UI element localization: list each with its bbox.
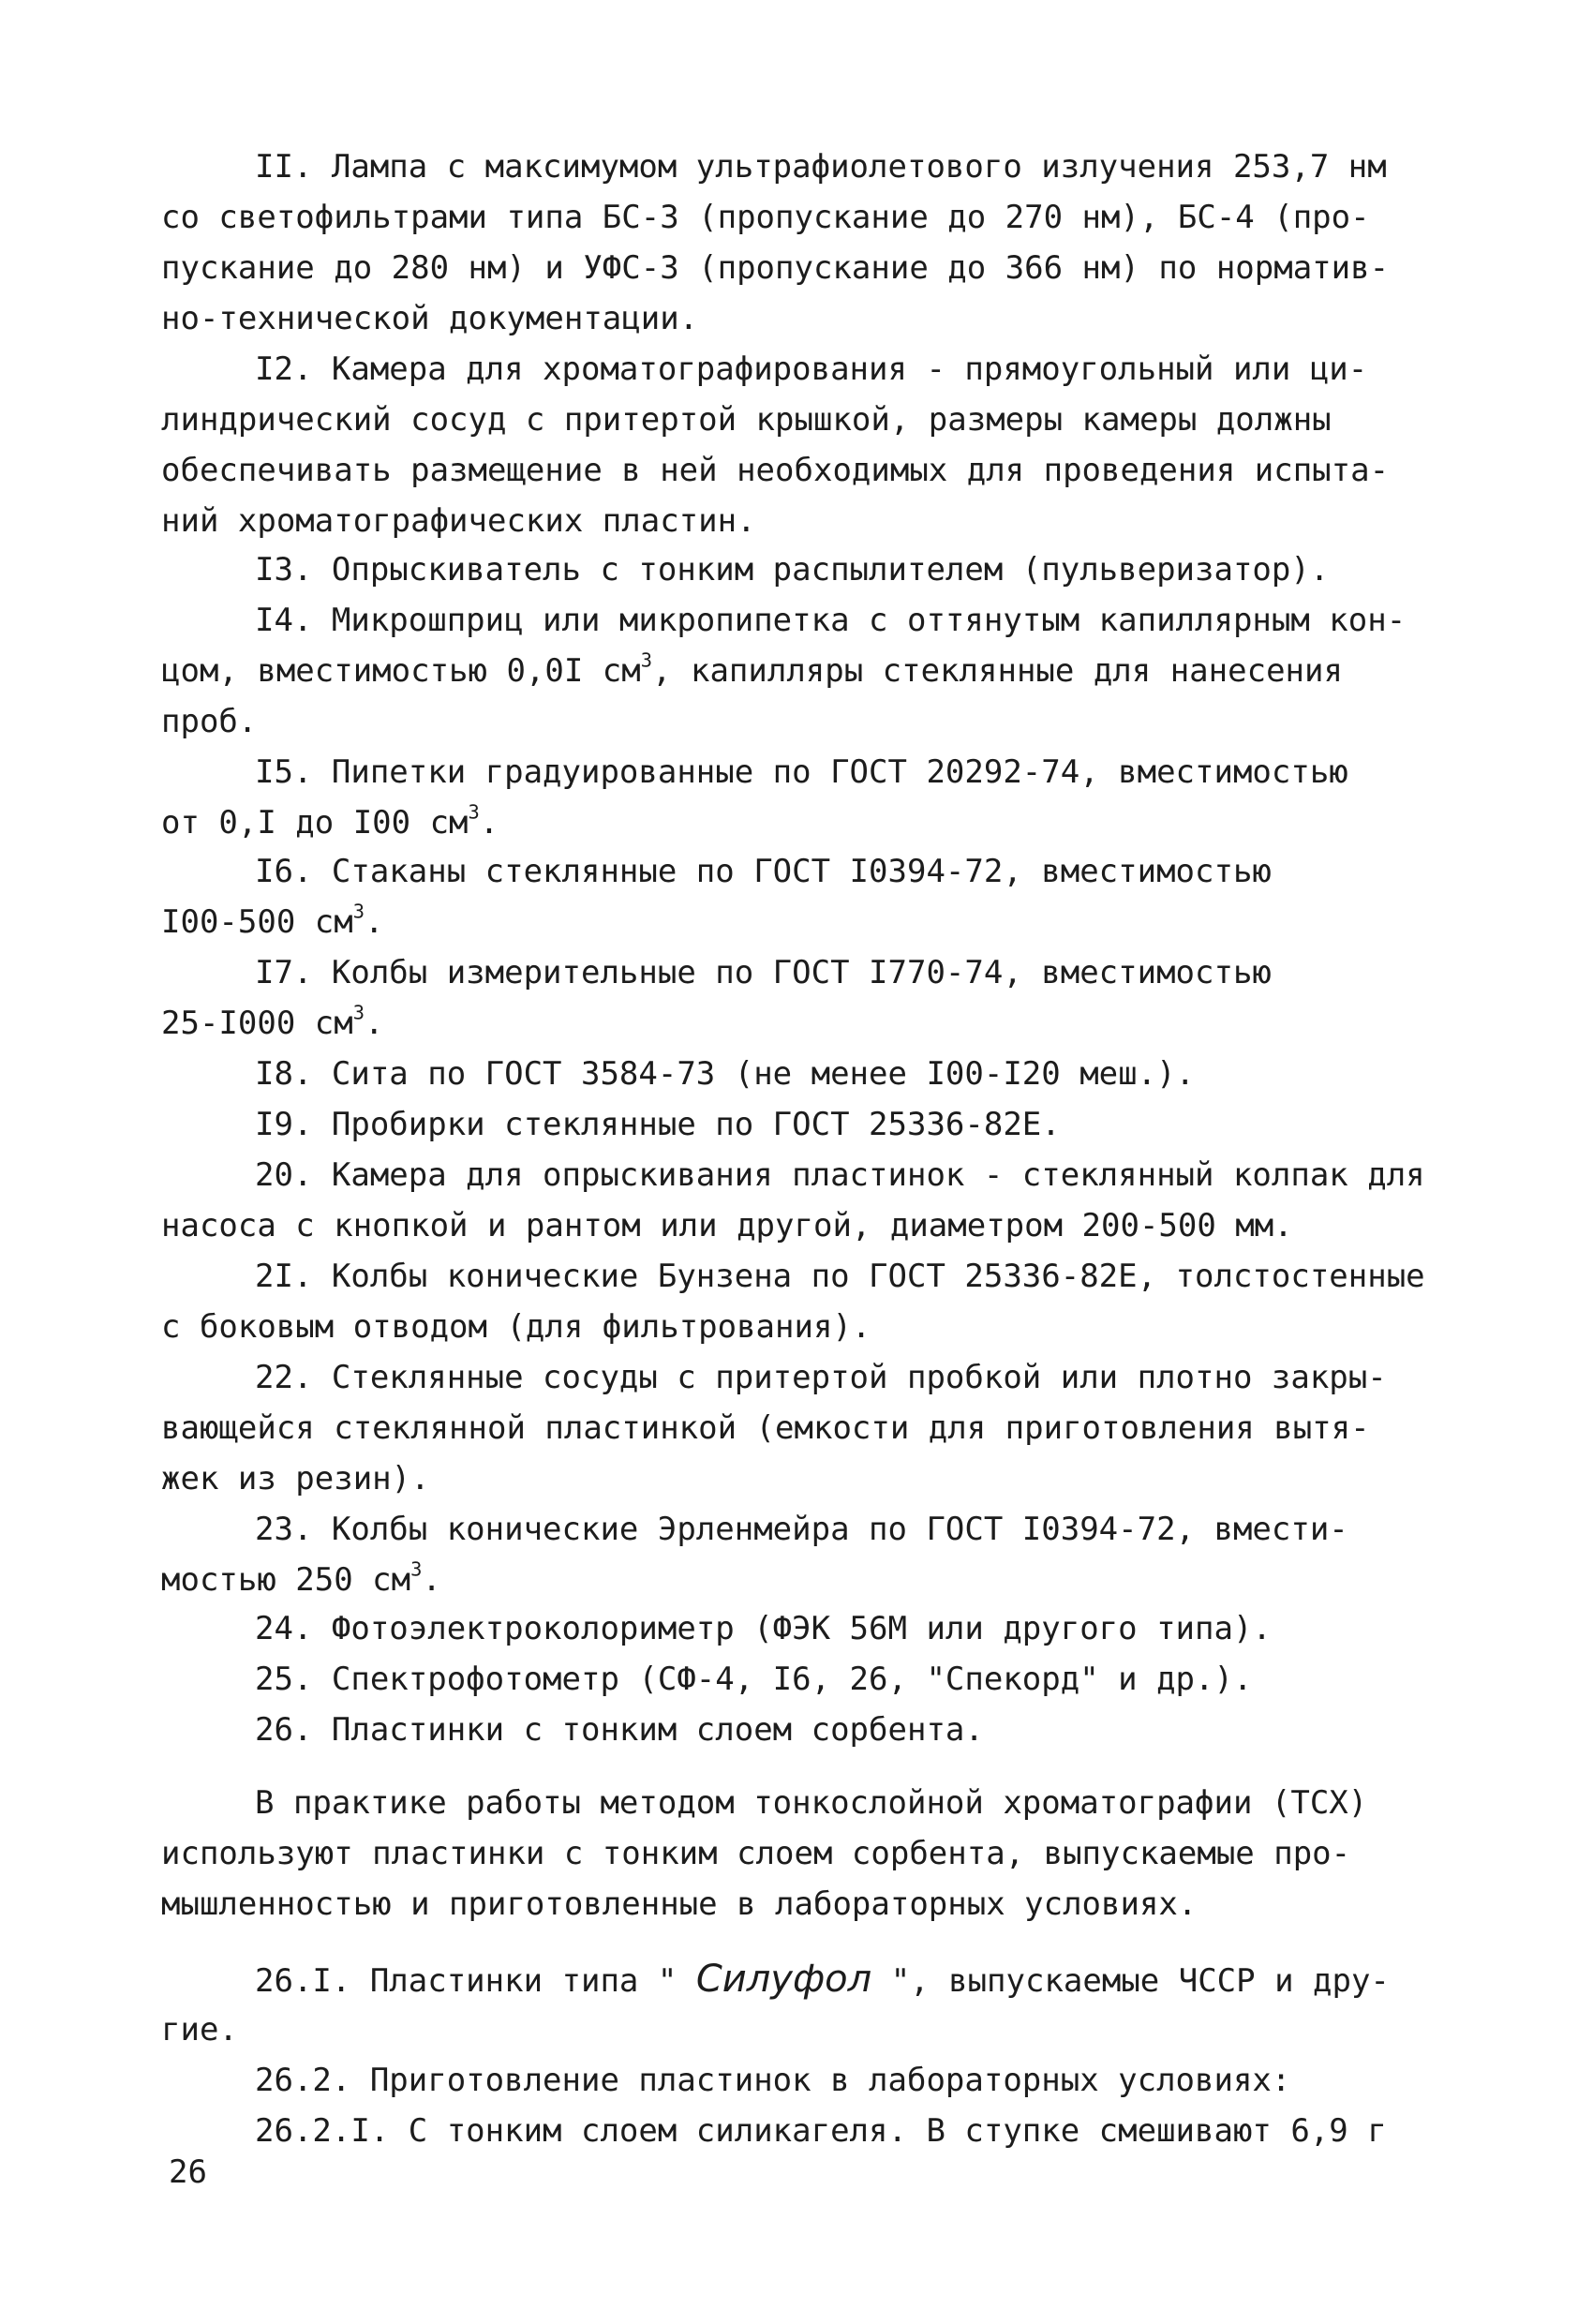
item-12-line-1: I2. Камера для хроматографирования - прямоугольный или ци-: [255, 350, 1368, 388]
item-21-line-2: с боковым отводом (для фильтрования).: [161, 1308, 871, 1346]
paragraph-line-2: используют пластинки с тонким слоем сорбента, выпускаемые про-: [161, 1835, 1351, 1872]
item-23-line-2-text-end: .: [422, 1561, 441, 1599]
item-11-line-1: II. Лампа с максимумом ультрафиолетового излучения 253,7 нм: [255, 148, 1387, 186]
superscript-3: 3: [352, 900, 365, 923]
item-20-line-1: 20. Камера для опрыскивания пластинок - стеклянный колпак для: [255, 1156, 1425, 1194]
item-11-line-3: пускание до 280 нм) и УФС-3 (пропускание до 366 нм) по норматив-: [161, 249, 1390, 287]
item-12-line-4: ний хроматографических пластин.: [161, 502, 756, 540]
item-14-line-1: I4. Микрошприц или микропипетка с оттянутым капиллярным кон-: [255, 602, 1407, 639]
item-14-line-2-text: цом, вместимостью 0,0I см: [161, 652, 641, 690]
item-11-line-2: со светофильтрами типа БС-3 (пропускание до 270 нм), БС-4 (про-: [161, 199, 1370, 236]
superscript-3: 3: [640, 648, 653, 672]
paragraph-line-3: мышленностью и приготовленные в лабораторных условиях.: [161, 1885, 1198, 1923]
item-15-line-1: I5. Пипетки градуированные по ГОСТ 20292-74, вместимостью: [255, 753, 1348, 791]
item-26-1-text: 26.I. Пластинки типа ": [255, 1962, 696, 2000]
item-16-line-2-text-end: .: [364, 903, 384, 941]
item-15-line-2: [161, 798, 499, 847]
item-25-line-1: 25. Спектрофотометр (СФ-4, I6, 26, "Спекорд" и др.).: [255, 1661, 1253, 1698]
page-number: 26: [169, 2153, 207, 2191]
item-22-line-3: жек из резин).: [161, 1460, 430, 1497]
paragraph-line-1: В практике работы методом тонкослойной хроматографии (ТСХ): [255, 1784, 1368, 1822]
item-16-line-2: [161, 898, 383, 946]
item-14-line-2-text-end: , капилляры стеклянные для нанесения: [652, 652, 1343, 690]
item-16-line-2-text: I00-500 см: [161, 903, 353, 941]
item-16-line-1: I6. Стаканы стеклянные по ГОСТ I0394-72, вместимостью: [255, 853, 1272, 890]
item-26-1-line-1: [255, 1955, 1390, 2005]
superscript-3: 3: [468, 800, 480, 824]
item-17-line-2-text-end: .: [364, 1005, 384, 1042]
item-22-line-2: вающейся стеклянной пластинкой (емкости для приготовления вытя-: [161, 1409, 1370, 1447]
item-21-line-1: 2I. Колбы конические Бунзена по ГОСТ 25336-82Е, толстостенные: [255, 1258, 1425, 1295]
item-17-line-2: [161, 999, 383, 1048]
handwritten-brand-name: Силуфол: [695, 1958, 872, 2001]
item-22-line-1: 22. Стеклянные сосуды с притертой пробкой или плотно закры-: [255, 1359, 1387, 1396]
item-23-line-2-text: мостью 250 см: [161, 1561, 411, 1599]
item-17-line-2-text: 25-I000 см: [161, 1005, 353, 1042]
item-11-line-4: но-технической документации.: [161, 300, 699, 337]
item-18-line-1: I8. Сита по ГОСТ 3584-73 (не менее I00-I20 меш.).: [255, 1055, 1196, 1093]
item-14-line-2: [161, 647, 1343, 695]
item-24-line-1: 24. Фотоэлектроколориметр (ФЭК 56М или другого типа).: [255, 1610, 1272, 1647]
item-15-line-2-text-end: .: [479, 804, 499, 842]
item-26-line-1: 26. Пластинки с тонким слоем сорбента.: [255, 1711, 984, 1749]
superscript-3: 3: [410, 1557, 423, 1581]
item-26-1-line-2: гие.: [161, 2011, 238, 2048]
item-12-line-3: обеспечивать размещение в ней необходимых для проведения испыта-: [161, 452, 1390, 489]
item-15-line-2-text: от 0,I до I00 см: [161, 804, 469, 842]
item-26-2-1-line-1: 26.2.I. С тонким слоем силикагеля. В ступке смешивают 6,9 г: [255, 2112, 1387, 2150]
item-23-line-1: 23. Колбы конические Эрленмейра по ГОСТ I0394-72, вмести-: [255, 1511, 1348, 1548]
item-26-2-line-1: 26.2. Приготовление пластинок в лабораторных условиях:: [255, 2062, 1291, 2099]
item-12-line-2: линдрический сосуд с притертой крышкой, размеры камеры должны: [161, 401, 1332, 439]
item-13-line-1: I3. Опрыскиватель с тонким распылителем (пульверизатор).: [255, 551, 1330, 588]
item-26-1-text-end: ", выпускаемые ЧССР и дру-: [871, 1962, 1390, 2000]
superscript-3: 3: [352, 1001, 365, 1024]
item-20-line-2: насоса с кнопкой и рантом или другой, диаметром 200-500 мм.: [161, 1207, 1293, 1244]
item-23-line-2: [161, 1556, 441, 1604]
item-14-line-3: проб.: [161, 703, 258, 740]
item-17-line-1: I7. Колбы измерительные по ГОСТ I770-74, вместимостью: [255, 954, 1272, 991]
item-19-line-1: I9. Пробирки стеклянные по ГОСТ 25336-82Е.: [255, 1106, 1061, 1143]
